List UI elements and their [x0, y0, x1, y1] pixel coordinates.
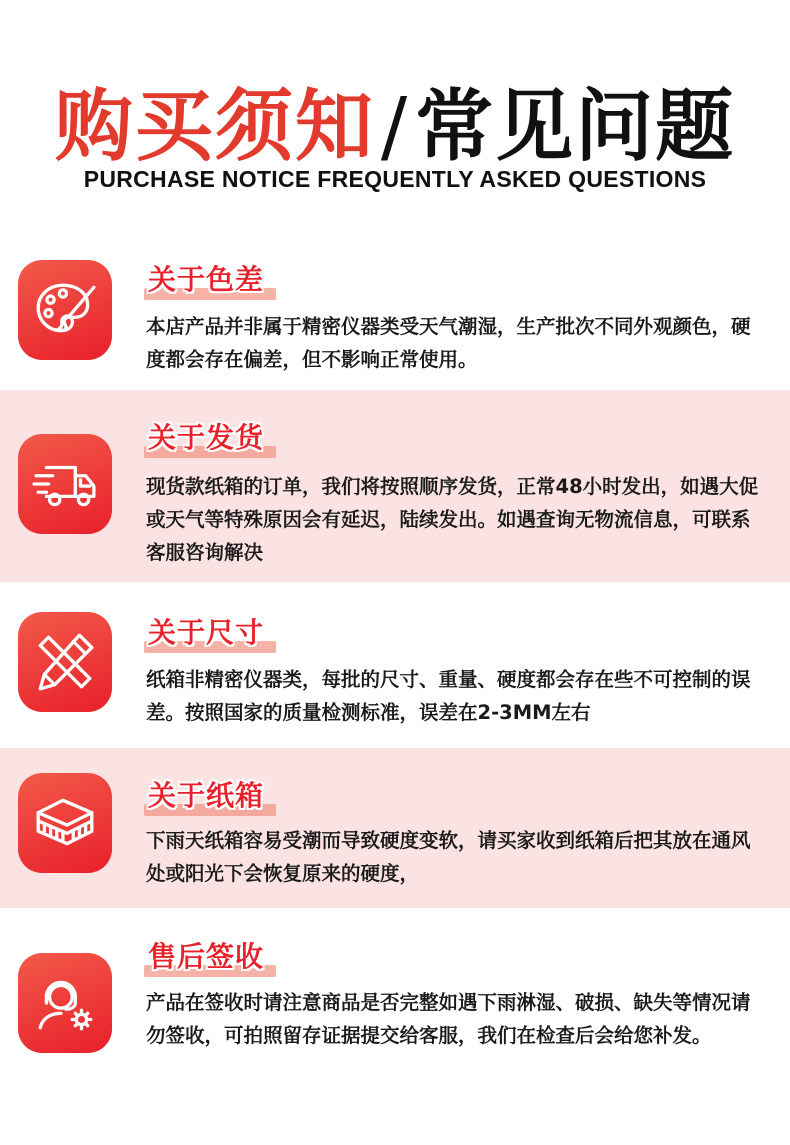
corrugated-board-icon — [32, 790, 98, 856]
pencil-ruler-icon-box — [18, 612, 112, 712]
section-carton — [0, 748, 790, 908]
section-title: 关于纸箱 — [148, 779, 265, 812]
page-header — [0, 0, 790, 220]
section-text: 产品在签收时请注意商品是否完整如遇下雨淋湿、破损、缺失等情况请勿签收，可拍照留存证据提交给客服，我们在检查后会给您补发。 — [146, 991, 751, 1047]
section-text: 下雨天纸箱容易受潮而导致硬度变软，请买家收到纸箱后把其放在通风处或阳光下会恢复原来的硬度， — [146, 829, 751, 885]
section-color-difference — [0, 240, 790, 385]
section-title: 关于发货 — [148, 421, 265, 454]
section-after-sales — [0, 910, 790, 1145]
corrugated-board-icon-box — [18, 773, 112, 873]
page-subtitle: PURCHASE NOTICE FREQUENTLY ASKED QUESTIONS — [83, 166, 707, 192]
section-size — [0, 585, 790, 745]
section-shipping — [0, 390, 790, 582]
palette-icon — [32, 277, 98, 343]
title-purchase-notice: 购买须知 — [54, 82, 375, 172]
title-slash: / — [380, 82, 410, 172]
section-title: 关于尺寸 — [148, 616, 265, 649]
section-text: 现货款纸箱的订单，我们将按照顺序发货，正常48小时发出，如遇大促或天气等特殊原因会有延迟，陆续发出。如遇查询无物流信息，可联系客服咨询解决 — [146, 475, 759, 564]
pencil-ruler-icon — [32, 629, 98, 695]
customer-service-icon — [32, 970, 98, 1036]
customer-service-icon-box — [18, 953, 112, 1053]
title-faq: 常见问题 — [415, 82, 736, 172]
section-text: 本店产品并非属于精密仪器类受天气潮湿，生产批次不同外观颜色，硬度都会存在偏差，但不影响正常使用。 — [146, 315, 751, 371]
delivery-truck-icon-box — [18, 434, 112, 534]
section-text: 纸箱非精密仪器类，每批的尺寸、重量、硬度都会存在些不可控制的误差。按照国家的质量检测标准，误差在2-3MM左右 — [146, 668, 751, 724]
delivery-truck-icon — [32, 451, 98, 517]
section-title: 售后签收 — [148, 940, 265, 973]
section-title: 关于色差 — [148, 263, 265, 296]
palette-icon-box — [18, 260, 112, 360]
page-title — [0, 82, 790, 172]
